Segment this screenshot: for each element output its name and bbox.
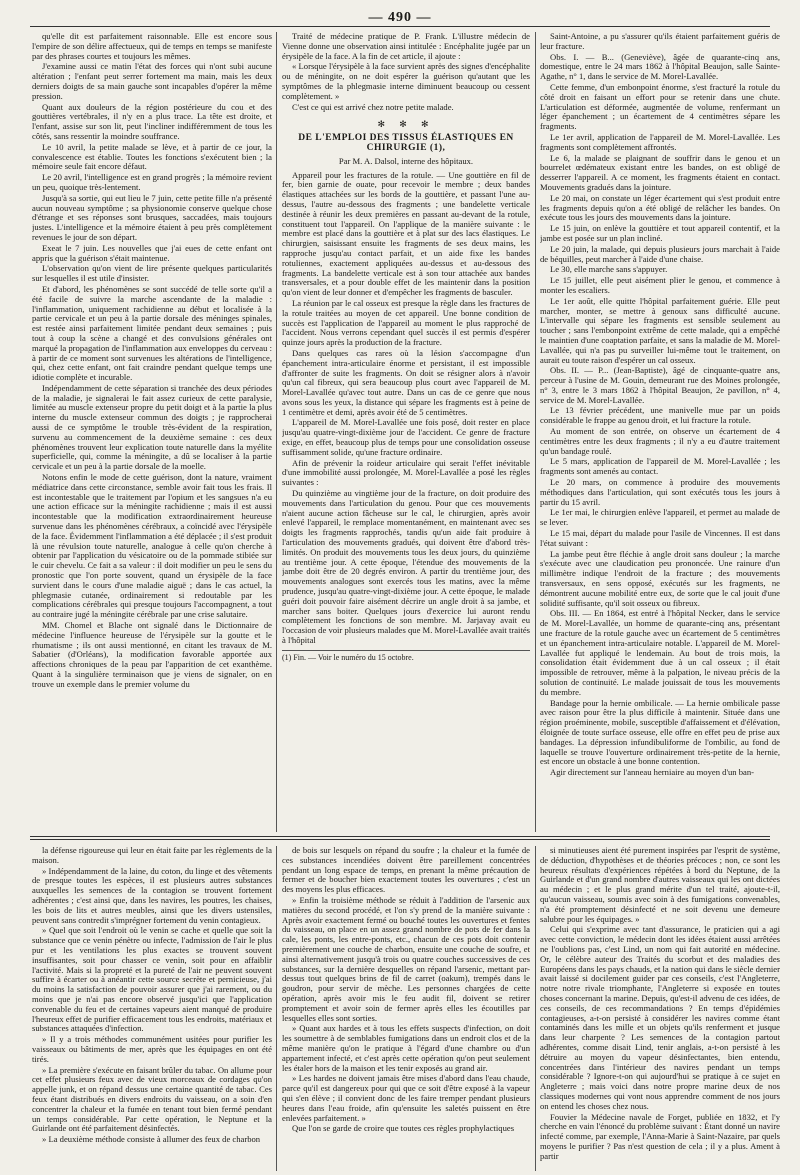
paragraph: La jambe peut être fléchie à angle droit sans douleur ; la marche s'exécute avec une claudication peu prononcée. Une rainure d'un millimètre indique l'endroit de la fracture ; des mouvements transversaux, en sens opposé, exécutés sur les fragments, ne démontrent aucune mobilité entre eux, de sorte que le cal jouit d'une solidité suffisante, qu'il soit osseux ou fibreux.	[540, 548, 780, 608]
column-divider	[276, 846, 277, 1171]
paragraph: Saint-Antoine, a pu s'assurer qu'ils étaient parfaitement guéris de leur fracture.	[540, 32, 780, 51]
paragraph: Le 13 février précédent, une manivelle mue par un poids considérable le frappe au genou droit, et lui fracture la rotule.	[540, 405, 780, 426]
paragraph: MM. Chomel et Blache ont signalé dans le Dictionnaire de médecine l'influence heureuse de l'érysipèle sur la goutte et le rhumatisme ; ils ont aussi mentionné, en citant les travaux de M. Sabatier (d'Orléans), la modification favorable apportée aux affections chroniques de la peau par l'apparition de cet exanthème. Quant à la singulière terminaison que je viens de signaler, on en trouve un exemple dans le premier volume du	[32, 620, 272, 689]
paragraph: la défense rigoureuse qui leur en était faite par les règlements de la maison.	[32, 846, 272, 865]
page-number: — 490 —	[368, 10, 432, 25]
paragraph: Le 20 mai, on constate un léger écartement qui s'est produit entre les fragments depuis qu'on a été obligé de relâcher les bandes. On exécute tous les jours des mouvements dans la jointure.	[540, 192, 780, 223]
paragraph: Bandage pour la hernie ombilicale. — La hernie ombilicale passe avec raison pour être la plus difficile à maintenir. Située dans une région proéminente, mobile, susceptible d'affaissement et d'élévation, éloignée de toute surface osseuse, elle offre en effet peu de prise aux bandages. La dépression infundibuliforme de l'ombilic, au fond de laquelle se trouve l'ouverture ordinairement très-petite de la hernie, est encore un obstacle à une bonne contention.	[540, 697, 780, 767]
column-divider	[535, 32, 536, 832]
paragraph: Le 30, elle marche sans s'appuyer.	[550, 264, 668, 275]
paragraph: Exeat le 7 juin. Les nouvelles que j'ai eues de cette enfant ont appris que la guérison s'était maintenue.	[32, 242, 272, 263]
paragraph: Au moment de son entrée, on observe un écartement de 4 centimètres entre les deux fragments ; il n'y a eu d'autre traitement qu'un bandage roulé.	[540, 426, 780, 456]
column-3	[540, 32, 780, 830]
paragraph: Le 20 avril, l'intelligence est en grand progrès ; la mémoire revient un peu, quoique très-lentement.	[32, 172, 272, 192]
paragraph: Le 15 mai, départ du malade pour l'asile de Vincennes. Il est dans l'état suivant :	[540, 528, 780, 548]
paragraph: Agir directement sur l'anneau herniaire au moyen d'un ban-	[550, 767, 755, 778]
paragraph: Obs. II. — P... (Jean-Baptiste), âgé de cinquante-quatre ans, perceur à l'usine de M. Gouin, demeurant rue des Moines prolongée, n° 3, entre le 3 mars 1862 à l'hôpital Beaujon, 2e pavillon, n° 4, service de M. Morel-Lavallée.	[540, 365, 780, 405]
column-1	[32, 32, 272, 830]
paragraph: Obs. III. — En 1864, est entré à l'hôpital Necker, dans le service de M. Morel-Lavallée, un homme de quarante-cinq ans, présentant une fracture de la rotule gauche avec un écartement de 5 centimètres et un épanchement intra-articulaire notable. L'appareil de M. Morel-Lavallée fut appliqué le lendemain. Au bout de trois mois, la consolidation était évidemment due à un cal osseux ; il était impossible de retrouver, même à la palpation, le niveau précis de la solution de continuité. Le malade jouissait de tous les mouvements du membre.	[540, 608, 780, 697]
paragraph: Du quinzième au vingtième jour de la fracture, on doit produire des mouvements dans l'articulation du genou. Pour que ces mouvements n'aient aucune action fâcheuse sur le cal, le chirurgien, après avoir enlevé l'appareil, le remplace momentanément, en maintenant avec ses doigts les fragments rapprochés, tandis qu'un aide fait produire à l'articulation des mouvements gradués, qui doivent être d'abord très-limités. On produit des mouvements tous les deux jours, du quinzième au trentième jour. A cette époque, l'étendue des mouvements de la jambe doit être de 20 degrés environ. A partir du trentième jour, des mouvements analogues sont exercés tous les matins, avec la même prudence, jusqu'au quatre-vingt-dixième jour. A cette époque, le malade guéri doit pouvoir faire aisément décrire un angle droit à sa jambe, et marcher sans boiter. Quelques jours d'exercice lui auront rendu complètement les fonctions de son membre. M. Jarjavay avait eu l'occasion de voir plusieurs malades que M. Morel-Lavallée avait traités à l'hôpital	[282, 488, 530, 646]
paragraph: » Quant aux hardes et à tous les effets suspects d'infection, on doit les soumettre à de semblables fumigations dans un endroit clos et de la même manière qu'on le pratique à l'égard d'une chambre ou d'un appartement infecté, et c'est après cette opération qu'on peut seulement les étaler hors de la maison et les tenir exposés au grand air.	[282, 1023, 530, 1073]
article-byline: Par M. A. Dalsol, interne des hôpitaux.	[338, 155, 474, 166]
paragraph: Le 1er août, elle quitte l'hôpital parfaitement guérie. Elle peut marcher, monter, se mettre à genoux sans difficulté aucune. L'intervalle qui sépare les fragments est sensible seulement au toucher ; sans l'embonpoint extrême de cette malade, qui a empêché le maintien d'une coaptation parfaite, et sans la maladie de M. Morel-Lavallée, qui n'a pas pu surveiller lui-même tout le traitement, on aurait eu toute raison d'espérer un cal osseux.	[540, 295, 780, 365]
paragraph: » Il y a trois méthodes communément usitées pour purifier les vaisseaux ou bâtiments de mer, après que les équipages en ont été tirés.	[32, 1034, 272, 1064]
bottom-column-3	[540, 846, 780, 1171]
paragraph: Le 6, la malade se plaignant de souffrir dans le genou et un bourrelet œdémateux existant entre les bandes, on est obligé de desserrer l'appareil. A ce moment, les fragments étaient en contact. Mouvements gradués dans la jointure.	[540, 152, 780, 192]
section-divider	[30, 836, 770, 837]
paragraph: Et d'abord, les phénomènes se sont succédé de telle sorte qu'il a été facile de suivre la marche ascendante de la maladie : l'inflammation, uniquement rachidienne au début et localisée à la partie cervicale et un peu à la partie dorsale des méninges spinales, est restée ainsi parfaitement limitée pendant deux semaines ; puis tout à coup la scène a changé et des convulsions générales ont marqué la propagation de l'inflammation aux enveloppes du cerveau : à partir de ce moment sont survenues les altérations de l'intelligence, qui, chez cette enfant, ont fait craindre pendant quelque temps une idiotie complète et incurable.	[32, 283, 272, 383]
bottom-column-2	[282, 846, 530, 1171]
paragraph: L'observation qu'on vient de lire présente quelques particularités sur lesquelles il est utile d'insister.	[32, 263, 272, 284]
paragraph: de bois sur lesquels on répand du soufre ; la chaleur et la fumée de ces substances incendiées doivent être pareillement concentrées pendant un long espace de temps, en prenant la même précaution de fermer et de boucher bien exactement toutes les ouvertures ; c'est un des moyens les plus efficaces.	[282, 846, 530, 895]
paragraph: qu'elle dit est parfaitement raisonnable. Elle est encore sous l'empire de son délire affectueux, qui de temps en temps se manifeste par des phrases courtes et toujours les mêmes.	[32, 32, 272, 61]
paragraph: Le 5 mars, application de l'appareil de M. Morel-Lavallée ; les fragments sont amenés au contact.	[540, 456, 780, 477]
column-2-body	[282, 171, 530, 646]
paragraph: Appareil pour les fractures de la rotule. — Une gouttière en fil de fer, bien garnie de ouate, pour recevoir le membre ; deux bandes élastiques attachées sur les bords de la gouttière, et passant l'une au-dessus, l'autre au-dessous des fragments ; une bandelette verticale destinée à réunir les deux premières en passant au-devant de la rotule, constituent tout l'appareil. On l'applique de la manière suivante : le membre est placé dans la gouttière et à plat sur des lacs élastiques. Le chirurgien, saisissant ensuite les fragments de ses deux mains, les rapproche jusqu'au contact parfait, et un aide fixe les bandes rotuliennes, exactement appliquées au-dessus et au-dessous des fragments. La bandelette verticale est à son tour attachée aux bandes transversales, et a pour double effet de les maintenir dans la position qu'on vient de leur donner et d'empêcher les fragments de basculer.	[282, 169, 530, 298]
paragraph: La réunion par le cal osseux est presque la règle dans les fractures de la rotule traitées au moyen de cet appareil. Une bonne condition de succès est l'application de l'appareil au moment le plus rapproché de l'accident. Nous verrons cependant quel succès il est permis d'espérer quinze jours après la production de la fracture.	[282, 297, 530, 348]
paragraph: Obs. I. — B... (Geneviève), âgée de quarante-cinq ans, domestique, entre le 24 mars 1862 à l'hôpital Beaujon, salle Sainte-Agathe, n° 1, dans le service de M. Morel-Lavallée.	[540, 51, 780, 82]
page-header	[0, 6, 800, 28]
paragraph: » Les hardes ne doivent jamais être mises d'abord dans l'eau chaude, parce qu'il est dangereux pour qui que ce soit d'être exposé à la vapeur qui s'en élève ; il convient donc de les faire tremper pendant plusieurs heures dans l'eau froide, afin qu'ensuite les saletés puissent en être enlevées parfaitement. »	[282, 1073, 530, 1123]
column-divider	[276, 32, 277, 832]
paragraph: Celui qui s'exprime avec tant d'assurance, le praticien qui a agi avec cette conviction, le médecin dont les idées étaient aussi arrêtées ne l'oublions pas, c'est Lind, un nom qui fait autorité en médecine. Or, le célèbre auteur des Traités du scorbut et des maladies des Européens dans les pays chauds, et la nation qui dans le siècle dernier avait laissé si docilement guider par ces conseils, c'est l'Angleterre, notre notre rivale triomphante, l'Angleterre si exposée en toutes choses concernant la marine. Depuis, qu'est-il advenu de ces idées, de ces conseils, de ces recommandations ? En temps d'épidémies contagieuses, a-t-on persisté à considérer les navires comme étant contaminés dans les mille et un objets qu'ils renferment et jusque dans leur charpente ? Les semences de la contagion partout adhérentes, comme disait Lind, tenir anglais, a-t-on persisté à les détruire au moyen du vapeur désinfectantes, bien entendu, concentrées dans l'intérieur des navires pendant un temps considérable ? Ignore-t-on qui aujourd'hui se pratique à ce sujet en Angleterre ; mais voici dans notre propre marine deux de nos classiques modernes qui vont nous apprendre comment de nos jours on entend les choses chez nous.	[540, 924, 780, 1111]
header-rule	[30, 26, 770, 27]
paragraph: L'appareil de M. Morel-Lavallée une fois posé, doit rester en place jusqu'au quatre-vingt-dixième jour de l'accident. Ce genre de fracture exige, en effet, beaucoup plus de temps pour une consolidation osseuse suffisamment solide, qu'une fracture ordinaire.	[282, 417, 530, 457]
paragraph: Indépendamment de cette séparation si tranchée des deux périodes de la maladie, je signalerai le fait assez curieux de cette paralysie, limitée au muscle extenseur propre du petit doigt et à la partie la plus interne du muscle extenseur commun des doigts ; je rapprocherai aussi de ce symptôme le trouble très-évident de la respiration, survenu au commencement de la deuxième semaine : ces deux phénomènes trouvent leur explication toute naturelle dans la myélite superficielle, qui, comme la méningite, a dû se localiser à la partie cervicale et un peu à la partie dorsale de la moelle.	[32, 382, 272, 472]
paragraph: Notons enfin le mode de cette guérison, dont la nature, vraiment médiatrice dans cette circonstance, semble avoir fait tous les frais. Il est incontestable que le traitement par l'opium et les sangsues n'a eu une action efficace sur la méningite rachidienne ; mais il est aussi incontestable que la modification extraordinairement heureuse survenue dans les phénomènes cérébraux, a coïncidé avec l'érysipèle de la face. Évidemment l'inflammation a été déplacée ; il s'est produit là une révulsion toute naturelle, analogue à celle qu'on cherche à obtenir par l'application du vésicatoire ou de la pommade stibiée sur le cuir chevelu. Ce fait a sa valeur : il doit modifier un peu le sens du pronostic que l'on porte souvent, quand un érysipèle de la face survient dans le cours d'une maladie aiguë ; dans le cas actuel, la phlegmasie cutanée, ordinairement si redoutable par les complications cérébrales qui presque toujours l'accompagnent, a tout au contraire jugé la méningite cérébrale par une crise salutaire.	[32, 472, 272, 620]
paragraph: Le 20 juin, la malade, qui depuis plusieurs jours marchait à l'aide de béquilles, peut marcher à l'aide d'une chaise.	[540, 243, 780, 264]
paragraph: Le 1er avril, application de l'appareil de M. Morel-Lavallée. Les fragments sont complètement affrontés.	[540, 131, 780, 152]
paragraph: Quant aux douleurs de la région postérieure du cou et des gouttières vertébrales, il n'y en a plus trace. La tête est droite, et l'enfant, assise sur son lit, peut l'incliner indifféremment de tous les côtés, sans ressentir la moindre souffrance.	[32, 101, 272, 141]
paragraph: Afin de prévenir la roideur articulaire qui serait l'effet inévitable d'une immobilité aussi prolongée, M. Morel-Lavallée a posé les règles suivantes :	[282, 457, 530, 488]
paragraph: Que l'on se garde de croire que toutes ces règles prophylactiques	[292, 1123, 515, 1134]
paragraph: » Indépendamment de la laine, du coton, du linge et des vêtements de presque toutes les espèces, il est plusieurs autres substances auxquelles les semences de la contagion se trouvent fortement adhérentes ; c'est ainsi que, dans les navires, les poutres, les chaises, les bois de lits et autres meubles, ainsi que les divers ustensiles, peuvent sans contredit s'imprégner fortement du venin contagieux.	[32, 865, 272, 925]
paragraph: C'est ce qui est arrivé chez notre petite malade.	[292, 101, 454, 112]
paragraph: Traité de médecine pratique de P. Frank. L'illustre médecin de Vienne donne une observation ainsi intitulée : Encéphalite jugée par un érysipèle de la face. A la fin de cet article, il ajoute :	[282, 32, 530, 61]
column-divider	[535, 846, 536, 1171]
paragraph: Le 1er mai, le chirurgien enlève l'appareil, et permet au malade de se lever.	[540, 507, 780, 528]
paragraph: J'examine aussi ce matin l'état des forces qui n'ont subi aucune altération ; l'enfant peut serrer fortement ma main, mais les deux derniers doigts de sa main gauche sont incapables d'opérer la même pression.	[32, 61, 272, 101]
paragraph: « Lorsque l'érysipèle à la face survient après des signes d'encéphalite ou de méningite, on ne doit espérer la guérison qu'autant que les symptômes de la phlegmasie interne diminuent beaucoup ou cessent complètement. »	[282, 61, 530, 101]
paragraph: » La première s'exécute en faisant brûler du tabac. On allume pour cet effet plusieurs feux avec de vieux morceaux de cordages qu'on appelle junk, et on répand dessus une certaine quantité de tabac. Ces feux étant distribués en divers endroits du vaisseau, on a soin d'en concentrer la chaleur et la fumée en tenant tout bien fermé pendant un temps considérable. Par cette opération, le Neptune et la Guirlande ont été parfaitement désinfectés.	[32, 1064, 272, 1134]
paragraph: Fouvier la Médecine navale de Forget, publiée en 1832, et l'y cherche en vain l'énoncé du problème suivant : Étant donné un navire infecté comme, par exemple, l'Anna-Marie à Saint-Nazaire, par quels moyens le purifier ? Pas n'est question de cela ; il y a plus. Ament à partir	[540, 1111, 780, 1161]
article-title: DE L'EMPLOI DES TISSUS ÉLASTIQUES EN CHIRURGIE (1),	[298, 133, 514, 153]
ornament-divider: ✻ ✻ ✻	[377, 119, 435, 130]
paragraph: Jusqu'à sa sortie, qui eut lieu le 7 juin, cette petite fille n'a présenté aucun nouveau symptôme ; sa physionomie conserve quelque chose d'étrange et ses réponses sont brusques, saccadées, mais toujours justes. L'intelligence et la mémoire étaient à peu près complètement revenues le jour de son départ.	[32, 192, 272, 242]
paragraph: Le 15 juin, on enlève la gouttière et tout appareil contentif, et la jambe est posée sur un plan incliné.	[540, 223, 780, 243]
paragraph: » Enfin la troisième méthode se réduit à l'addition de l'arsenic aux matières du second procédé, et l'on s'y prend de la manière suivante : Après avoir exactement fermé ou bouché toutes les ouvertures et fentes du vaisseau, on place en un assez grand nombre de pots de fer dans la cale, les ponts, les entre-ponts, etc., chacun de ces pots doit contenir premièrement une couche de charbon, ensuite une couche de soufre, et ainsi alternativement jusqu'à trois ou quatre couches successives de ces substances, sur la dernière desquelles on répand l'arsenic, mettant par-dessus tout quelques brins de fil de carret (oakum), trempés dans le goudron, pour servir de mèche. Les personnes chargées de cette opération, après avoir mis le feu audit fil, doivent se retirer promptement et avoir soin de fermer après elles les écoutilles par lesquelles elles sont sorties.	[282, 894, 530, 1023]
column-2-intro	[282, 32, 530, 112]
paragraph: » Quel que soit l'endroit où le venin se cache et quelle que soit la substance que ce venin pénètre ou infecte, l'admission de l'air le plus pur et les ventilations les plus exactes se trouvent souvent insuffisantes, soit pour chasser ce venin, soit pour en affaiblir l'activité. Mais si la propreté et la pureté de l'air ne peuvent souvent suffire à écarter ou à anéantir cette source secrète et pernicieuse, j'ai du moins la satisfaction de pouvoir assurer que j'ai rarement, ou du moins que je n'ai pas encore observé jusqu'ici que l'application convenable du feu et de certaines vapeurs aient manqué de produire l'heureux effet de purifier efficacement tous les endroits, matériaux et substances attaquées d'infection.	[32, 925, 272, 1034]
paragraph: Le 15 juillet, elle peut aisément plier le genou, et commence à monter les escaliers.	[540, 275, 780, 295]
footnote: (1) Fin. — Voir le numéro du 15 octobre.	[282, 650, 530, 663]
section-divider	[30, 839, 770, 840]
paragraph: si minutieuses aient été purement inspirées par l'esprit de système, de déduction, d'hypothèses et de théories précoces ; non, ce sont les heureux résultats d'expériences répétées à bord du Neptune, de la Guirlande et d'un grand nombre d'autres vaisseaux qui les ont dictées au médecin ; et le plus grand mérite d'un tel traité, ajoute-t-il, qu'aucun vaisseau, soumis avec soin à des fumigations convenables, n'a été promptement désinfecté et ne soit devenu une demeure salubre pour les équipages. »	[540, 846, 780, 924]
article-heading	[282, 120, 530, 166]
bottom-column-1	[32, 846, 272, 1171]
paragraph: Dans quelques cas rares où la lésion s'accompagne d'un épanchement intra-articulaire énorme et persistant, il est impossible d'affronter de suite les fragments. On doit se résigner alors à n'avoir qu'un cal fibreux, qui sera beaucoup plus court avec l'appareil de M. Morel-Lavallée qu'avec tout autre. Dans un cas de ce genre que nous avons sous les yeux, la distance qui sépare les fragments est à peine de 1 centimètre et demi, après avoir été de 5 centimètres.	[282, 347, 530, 417]
column-2	[282, 32, 530, 830]
paragraph: » La deuxième méthode consiste à allumer des feux de charbon	[42, 1134, 261, 1145]
paragraph: Le 20 mars, on commence à produire des mouvements méthodiques dans l'articulation, qui sont exécutés tous les jours à partir du 15 avril.	[540, 477, 780, 507]
paragraph: Cette femme, d'un embonpoint énorme, s'est fracturé la rotule du côté droit en faisant un effort pour se retenir dans une chute. L'articulation est déformée, augmentée de volume, renfermant un léger épanchement ; un écartement de 4 centimètres sépare les fragments.	[540, 81, 780, 132]
paragraph: Le 10 avril, la petite malade se lève, et à partir de ce jour, la convalescence est établie. Toutes les fonctions s'exécutent bien ; la mémoire seule fait encore défaut.	[32, 141, 272, 172]
